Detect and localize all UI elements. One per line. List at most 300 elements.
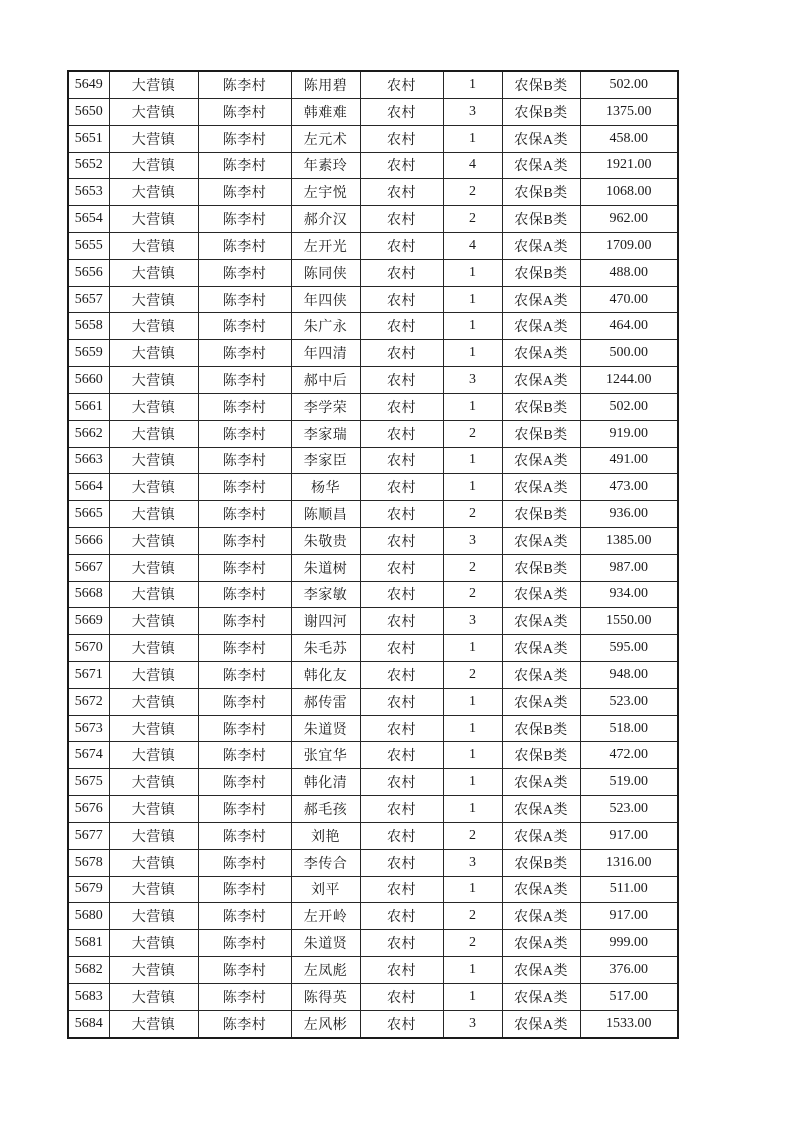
cell-village: 陈李村 [198,662,291,689]
cell-person-name: 韩化友 [291,662,360,689]
cell-person-count: 4 [443,152,502,179]
cell-household-type: 农村 [360,715,443,742]
cell-town: 大营镇 [109,125,198,152]
cell-village: 陈李村 [198,152,291,179]
cell-serial: 5678 [68,849,109,876]
cell-village: 陈李村 [198,822,291,849]
cell-person-name: 陈用碧 [291,71,360,98]
cell-town: 大营镇 [109,474,198,501]
table-row [68,903,678,930]
cell-town: 大营镇 [109,635,198,662]
cell-town: 大营镇 [109,822,198,849]
table-row [68,849,678,876]
cell-household-type: 农村 [360,554,443,581]
cell-category: 农保B类 [502,259,580,286]
cell-person-name: 陈顺昌 [291,501,360,528]
cell-serial: 5676 [68,796,109,823]
table-body [68,71,678,1038]
cell-person-count: 3 [443,98,502,125]
cell-serial: 5656 [68,259,109,286]
cell-town: 大营镇 [109,608,198,635]
cell-town: 大营镇 [109,206,198,233]
cell-household-type: 农村 [360,98,443,125]
cell-person-count: 1 [443,259,502,286]
cell-category: 农保A类 [502,1010,580,1038]
cell-village: 陈李村 [198,474,291,501]
cell-serial: 5651 [68,125,109,152]
cell-category: 农保A类 [502,233,580,260]
subsidy-table [67,70,679,1039]
cell-person-count: 1 [443,983,502,1010]
cell-village: 陈李村 [198,286,291,313]
cell-serial: 5669 [68,608,109,635]
cell-person-name: 刘平 [291,876,360,903]
cell-amount: 999.00 [580,930,678,957]
table-row [68,179,678,206]
table-row [68,769,678,796]
cell-town: 大营镇 [109,581,198,608]
cell-amount: 1068.00 [580,179,678,206]
cell-household-type: 农村 [360,688,443,715]
cell-person-name: 朱道贤 [291,715,360,742]
cell-person-count: 2 [443,420,502,447]
cell-village: 陈李村 [198,849,291,876]
cell-person-name: 郝传雷 [291,688,360,715]
table-row [68,983,678,1010]
cell-serial: 5675 [68,769,109,796]
cell-serial: 5649 [68,71,109,98]
cell-category: 农保B类 [502,501,580,528]
cell-amount: 500.00 [580,340,678,367]
cell-household-type: 农村 [360,206,443,233]
table-row [68,581,678,608]
cell-person-name: 李学荣 [291,393,360,420]
table-row [68,367,678,394]
cell-village: 陈李村 [198,179,291,206]
cell-person-name: 朱毛苏 [291,635,360,662]
cell-household-type: 农村 [360,259,443,286]
table-row [68,876,678,903]
cell-town: 大营镇 [109,98,198,125]
cell-serial: 5681 [68,930,109,957]
cell-serial: 5663 [68,447,109,474]
cell-person-name: 郝毛孩 [291,796,360,823]
cell-category: 农保B类 [502,98,580,125]
cell-village: 陈李村 [198,930,291,957]
cell-town: 大营镇 [109,662,198,689]
cell-household-type: 农村 [360,393,443,420]
cell-serial: 5670 [68,635,109,662]
cell-person-count: 1 [443,688,502,715]
cell-category: 农保A类 [502,983,580,1010]
cell-town: 大营镇 [109,930,198,957]
table-row [68,259,678,286]
cell-category: 农保A类 [502,608,580,635]
cell-category: 农保A类 [502,876,580,903]
cell-village: 陈李村 [198,983,291,1010]
cell-serial: 5655 [68,233,109,260]
cell-category: 农保A类 [502,662,580,689]
cell-person-count: 3 [443,608,502,635]
cell-person-name: 韩难难 [291,98,360,125]
cell-person-count: 1 [443,474,502,501]
cell-village: 陈李村 [198,956,291,983]
table-row [68,233,678,260]
cell-person-name: 李家臣 [291,447,360,474]
cell-person-name: 左风彬 [291,1010,360,1038]
cell-person-count: 1 [443,635,502,662]
table-row [68,956,678,983]
cell-town: 大营镇 [109,983,198,1010]
cell-amount: 523.00 [580,688,678,715]
cell-person-name: 郝介汉 [291,206,360,233]
cell-person-count: 2 [443,554,502,581]
cell-serial: 5668 [68,581,109,608]
cell-person-count: 1 [443,876,502,903]
cell-serial: 5667 [68,554,109,581]
cell-serial: 5666 [68,527,109,554]
cell-person-count: 2 [443,662,502,689]
table-row [68,608,678,635]
cell-village: 陈李村 [198,769,291,796]
cell-person-count: 3 [443,849,502,876]
cell-town: 大营镇 [109,527,198,554]
cell-amount: 502.00 [580,393,678,420]
cell-village: 陈李村 [198,554,291,581]
cell-amount: 1709.00 [580,233,678,260]
cell-person-count: 3 [443,367,502,394]
cell-serial: 5671 [68,662,109,689]
cell-town: 大营镇 [109,286,198,313]
cell-amount: 1316.00 [580,849,678,876]
cell-serial: 5659 [68,340,109,367]
cell-person-name: 刘艳 [291,822,360,849]
cell-town: 大营镇 [109,956,198,983]
cell-category: 农保A类 [502,903,580,930]
cell-person-count: 1 [443,715,502,742]
cell-category: 农保A类 [502,313,580,340]
table-row [68,474,678,501]
cell-village: 陈李村 [198,367,291,394]
cell-person-count: 2 [443,206,502,233]
cell-category: 农保A类 [502,367,580,394]
cell-household-type: 农村 [360,796,443,823]
cell-amount: 523.00 [580,796,678,823]
table-row [68,527,678,554]
table-row [68,662,678,689]
cell-category: 农保A类 [502,769,580,796]
cell-village: 陈李村 [198,313,291,340]
cell-village: 陈李村 [198,233,291,260]
cell-person-count: 2 [443,822,502,849]
cell-person-count: 2 [443,501,502,528]
cell-person-count: 1 [443,447,502,474]
cell-amount: 464.00 [580,313,678,340]
cell-category: 农保B类 [502,71,580,98]
cell-serial: 5653 [68,179,109,206]
cell-household-type: 农村 [360,447,443,474]
cell-amount: 1375.00 [580,98,678,125]
cell-town: 大营镇 [109,367,198,394]
cell-town: 大营镇 [109,796,198,823]
cell-serial: 5682 [68,956,109,983]
cell-category: 农保A类 [502,581,580,608]
cell-serial: 5652 [68,152,109,179]
table-row [68,71,678,98]
cell-village: 陈李村 [198,742,291,769]
cell-serial: 5683 [68,983,109,1010]
cell-serial: 5680 [68,903,109,930]
cell-amount: 1244.00 [580,367,678,394]
cell-town: 大营镇 [109,393,198,420]
cell-amount: 948.00 [580,662,678,689]
cell-person-name: 陈同侠 [291,259,360,286]
cell-person-count: 4 [443,233,502,260]
cell-person-name: 张宜华 [291,742,360,769]
table-row [68,98,678,125]
cell-category: 农保B类 [502,179,580,206]
cell-town: 大营镇 [109,554,198,581]
cell-person-name: 陈得英 [291,983,360,1010]
cell-household-type: 农村 [360,152,443,179]
table-row [68,715,678,742]
cell-category: 农保A类 [502,635,580,662]
cell-serial: 5665 [68,501,109,528]
cell-amount: 962.00 [580,206,678,233]
table-row [68,393,678,420]
table-row [68,125,678,152]
cell-village: 陈李村 [198,527,291,554]
cell-village: 陈李村 [198,98,291,125]
cell-town: 大营镇 [109,769,198,796]
cell-household-type: 农村 [360,179,443,206]
cell-person-count: 3 [443,1010,502,1038]
cell-amount: 936.00 [580,501,678,528]
cell-town: 大营镇 [109,152,198,179]
cell-serial: 5657 [68,286,109,313]
cell-town: 大营镇 [109,71,198,98]
cell-person-name: 朱道贤 [291,930,360,957]
cell-person-name: 年四侠 [291,286,360,313]
cell-category: 农保A类 [502,125,580,152]
cell-person-name: 郝中后 [291,367,360,394]
cell-person-count: 1 [443,769,502,796]
cell-household-type: 农村 [360,742,443,769]
cell-amount: 518.00 [580,715,678,742]
cell-amount: 917.00 [580,903,678,930]
cell-household-type: 农村 [360,635,443,662]
cell-person-name: 朱广永 [291,313,360,340]
cell-person-count: 1 [443,742,502,769]
cell-town: 大营镇 [109,688,198,715]
cell-village: 陈李村 [198,340,291,367]
cell-category: 农保B类 [502,849,580,876]
cell-person-count: 2 [443,903,502,930]
cell-person-name: 左凤彪 [291,956,360,983]
cell-category: 农保B类 [502,715,580,742]
cell-town: 大营镇 [109,259,198,286]
cell-category: 农保A类 [502,152,580,179]
cell-village: 陈李村 [198,876,291,903]
table-row [68,635,678,662]
cell-town: 大营镇 [109,447,198,474]
cell-person-count: 1 [443,340,502,367]
cell-village: 陈李村 [198,903,291,930]
cell-household-type: 农村 [360,474,443,501]
table-row [68,420,678,447]
cell-person-count: 2 [443,930,502,957]
cell-town: 大营镇 [109,313,198,340]
cell-person-name: 李家瑞 [291,420,360,447]
cell-household-type: 农村 [360,420,443,447]
cell-person-count: 2 [443,179,502,206]
cell-village: 陈李村 [198,125,291,152]
cell-amount: 511.00 [580,876,678,903]
cell-person-count: 1 [443,313,502,340]
cell-household-type: 农村 [360,233,443,260]
cell-amount: 458.00 [580,125,678,152]
cell-amount: 519.00 [580,769,678,796]
cell-household-type: 农村 [360,876,443,903]
table-row [68,447,678,474]
cell-person-count: 2 [443,581,502,608]
cell-amount: 376.00 [580,956,678,983]
cell-town: 大营镇 [109,1010,198,1038]
cell-household-type: 农村 [360,581,443,608]
cell-serial: 5679 [68,876,109,903]
cell-serial: 5673 [68,715,109,742]
cell-person-name: 李传合 [291,849,360,876]
cell-person-name: 年素玲 [291,152,360,179]
table-row [68,688,678,715]
cell-amount: 1921.00 [580,152,678,179]
cell-person-name: 左宇悦 [291,179,360,206]
cell-town: 大营镇 [109,340,198,367]
cell-category: 农保A类 [502,930,580,957]
cell-town: 大营镇 [109,876,198,903]
cell-village: 陈李村 [198,581,291,608]
cell-household-type: 农村 [360,1010,443,1038]
cell-serial: 5674 [68,742,109,769]
cell-village: 陈李村 [198,71,291,98]
cell-village: 陈李村 [198,688,291,715]
cell-person-count: 1 [443,71,502,98]
cell-category: 农保B类 [502,742,580,769]
cell-amount: 1385.00 [580,527,678,554]
cell-village: 陈李村 [198,420,291,447]
cell-household-type: 农村 [360,313,443,340]
cell-village: 陈李村 [198,796,291,823]
cell-amount: 1550.00 [580,608,678,635]
cell-household-type: 农村 [360,340,443,367]
cell-town: 大营镇 [109,420,198,447]
cell-serial: 5654 [68,206,109,233]
cell-serial: 5658 [68,313,109,340]
cell-household-type: 农村 [360,608,443,635]
cell-category: 农保B类 [502,393,580,420]
cell-village: 陈李村 [198,715,291,742]
cell-serial: 5684 [68,1010,109,1038]
cell-village: 陈李村 [198,206,291,233]
cell-town: 大营镇 [109,742,198,769]
cell-household-type: 农村 [360,662,443,689]
cell-serial: 5650 [68,98,109,125]
cell-category: 农保A类 [502,340,580,367]
cell-village: 陈李村 [198,393,291,420]
cell-person-name: 朱道树 [291,554,360,581]
table-row [68,930,678,957]
cell-category: 农保B类 [502,206,580,233]
cell-village: 陈李村 [198,259,291,286]
cell-town: 大营镇 [109,903,198,930]
cell-household-type: 农村 [360,367,443,394]
cell-serial: 5662 [68,420,109,447]
cell-person-count: 1 [443,796,502,823]
cell-amount: 595.00 [580,635,678,662]
table-row [68,152,678,179]
cell-category: 农保A类 [502,474,580,501]
cell-person-name: 左元术 [291,125,360,152]
cell-amount: 473.00 [580,474,678,501]
cell-person-count: 1 [443,286,502,313]
cell-village: 陈李村 [198,447,291,474]
cell-serial: 5672 [68,688,109,715]
table-row [68,554,678,581]
cell-household-type: 农村 [360,849,443,876]
cell-town: 大营镇 [109,179,198,206]
cell-person-name: 年四清 [291,340,360,367]
table-row [68,742,678,769]
cell-household-type: 农村 [360,930,443,957]
cell-amount: 502.00 [580,71,678,98]
cell-serial: 5677 [68,822,109,849]
cell-village: 陈李村 [198,501,291,528]
table-row [68,313,678,340]
cell-household-type: 农村 [360,286,443,313]
cell-household-type: 农村 [360,983,443,1010]
cell-household-type: 农村 [360,501,443,528]
cell-village: 陈李村 [198,608,291,635]
cell-household-type: 农村 [360,903,443,930]
cell-person-count: 1 [443,393,502,420]
cell-person-name: 杨华 [291,474,360,501]
table-row [68,796,678,823]
cell-amount: 472.00 [580,742,678,769]
cell-person-name: 左开光 [291,233,360,260]
cell-village: 陈李村 [198,635,291,662]
cell-village: 陈李村 [198,1010,291,1038]
cell-category: 农保A类 [502,956,580,983]
cell-household-type: 农村 [360,956,443,983]
cell-town: 大营镇 [109,501,198,528]
cell-category: 农保A类 [502,286,580,313]
cell-household-type: 农村 [360,71,443,98]
cell-serial: 5664 [68,474,109,501]
cell-household-type: 农村 [360,769,443,796]
cell-person-name: 左开岭 [291,903,360,930]
cell-person-name: 韩化清 [291,769,360,796]
cell-category: 农保B类 [502,420,580,447]
cell-town: 大营镇 [109,849,198,876]
cell-town: 大营镇 [109,233,198,260]
cell-serial: 5661 [68,393,109,420]
cell-person-name: 朱敬贵 [291,527,360,554]
cell-category: 农保B类 [502,554,580,581]
cell-town: 大营镇 [109,715,198,742]
cell-amount: 517.00 [580,983,678,1010]
cell-amount: 934.00 [580,581,678,608]
cell-household-type: 农村 [360,822,443,849]
